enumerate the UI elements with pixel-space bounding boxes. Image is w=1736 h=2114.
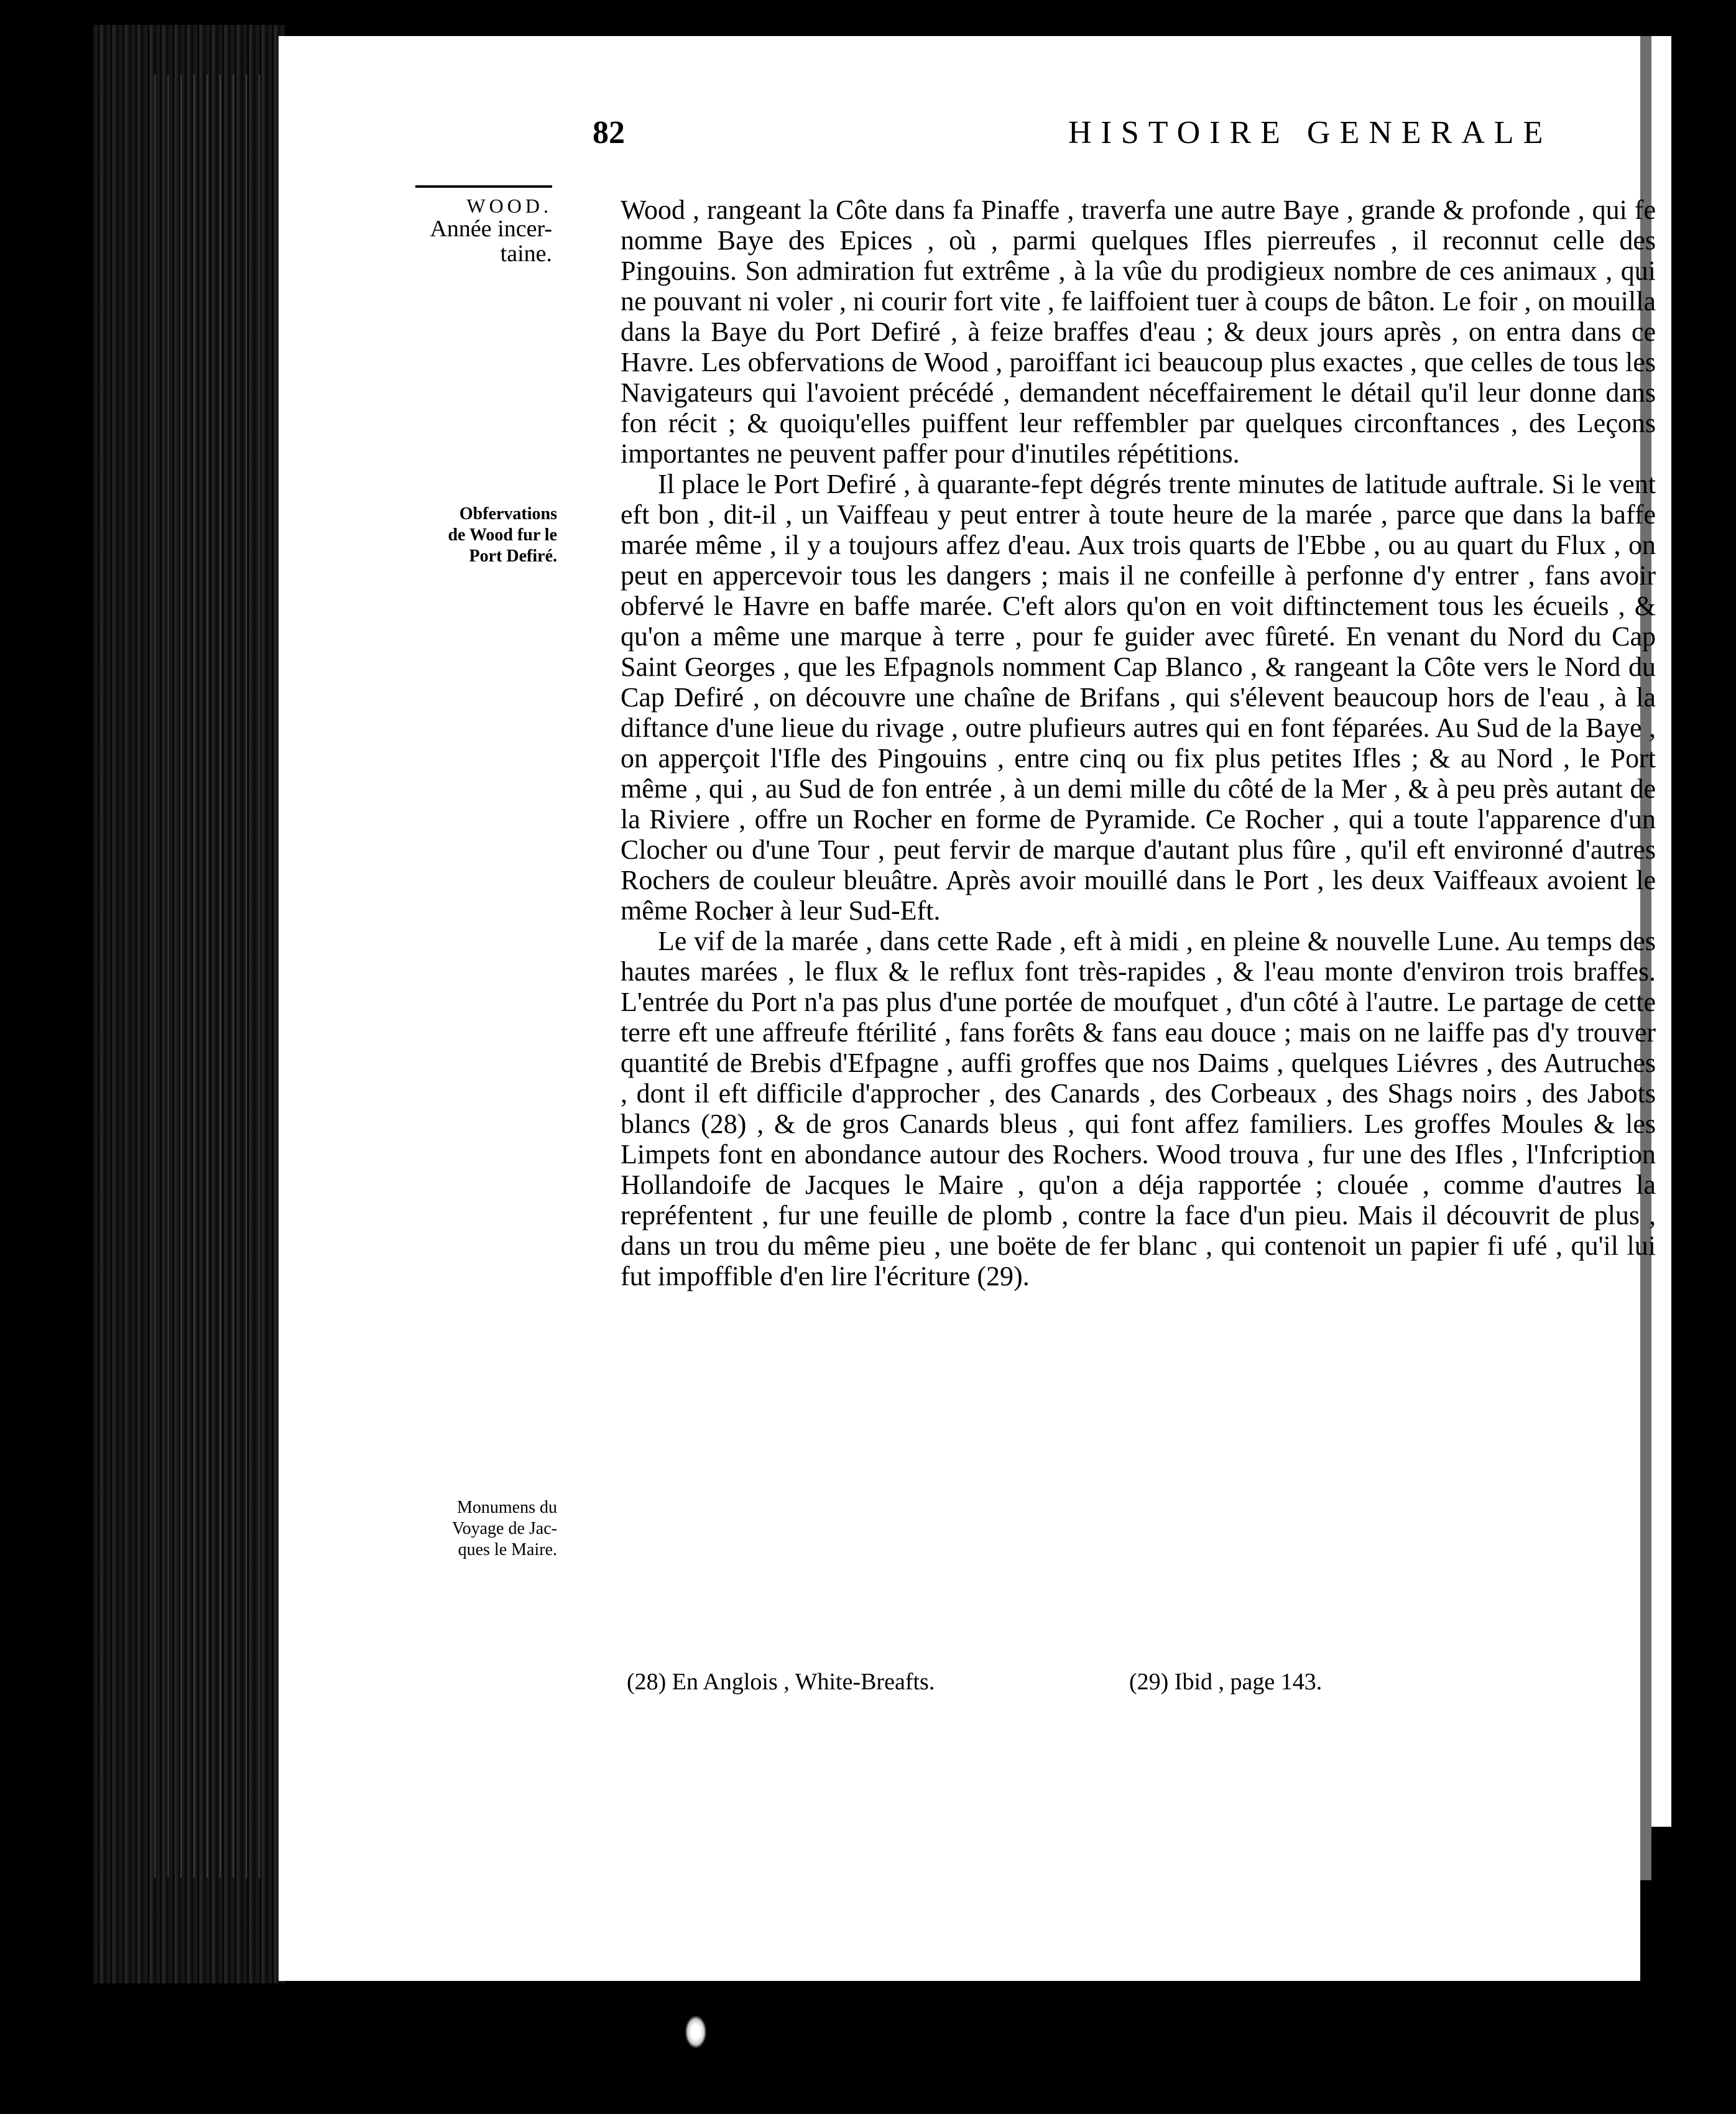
- margin-wood-year-2: taine.: [500, 241, 552, 267]
- margin-mon-line-1: Monumens du: [457, 1498, 557, 1517]
- page-number: 82: [593, 115, 625, 150]
- paragraph-2: Il place le Port Defiré , à quarante-fept dégrés trente minutes de latitude auftrale. Si le vent eft bon , dit-il , un Vaiffeau y peut entrer à toute heure de la marée , parce que dans la baffe marée même , il y a toujours affez d'eau. Aux trois quarts de l'Ebbe , ou au quart du Flux , on peut en appercevoir tous les dangers ; mais il ne confeille à perfonne d'y entrer , fans avoir obfervé le Havre en baffe marée. C'eft alors qu'on en voit diftinctement tous les écueils , & qu'on a même une marque à terre , pour fe guider avec fûreté. En venant du Nord du Cap Saint Georges , que les Efpagnols nomment Cap Blanco , & rangeant la Côte vers le Nord du Cap Defiré , on découvre une chaîne de Brifans , qui s'élevent beaucoup hors de l'eau , à la diftance d'une lieue du rivage , outre plufieurs autres qui en font féparées. Au Sud de la Baye , on apperçoit l'Ifle des Pingouins , entre cinq ou fix plus petites Ifles ; & au Nord , le Port même , qui , au Sud de fon entrée , à un demi mille du côté de la Mer , & à peu près autant de la Riviere , offre un Rocher en forme de Pyramide. Ce Rocher , qui a toute l'apparence d'un Clocher ou d'une Tour , peut fervir de marque d'autant plus fûre , qu'il eft environné d'autres Rochers de couleur bleuâtre. Après avoir mouillé dans le Port , les deux Vaiffeaux avoient le même Rocher à leur Sud-Eft.: [621, 469, 1656, 926]
- main-text-column: [621, 195, 1656, 1291]
- margin-wood-year-1: Année incer-: [430, 216, 552, 242]
- book-page: [279, 36, 1656, 1981]
- margin-obs-line-1: Obfervations: [459, 504, 557, 524]
- margin-note-monumens: [246, 1497, 557, 1561]
- margin-obs-line-3: Port Defiré.: [469, 547, 557, 566]
- footnotes: [279, 1668, 1640, 1706]
- margin-obs-line-2: de Wood fur le: [448, 525, 557, 545]
- paragraph-1: Wood , rangeant la Côte dans fa Pinaffe , traverfa une autre Baye , grande & profonde , qui fe nomme Baye des Epices , où , parmi quelques Ifles pierreufes , il reconnut celle des Pingouins. Son admiration fut extrême , à la vûe du prodigieux nombre de ces animaux , qui ne pouvant ni voler , ni courir fort vite , fe laiffoient tuer à coups de bâton. Le foir , on mouilla dans la Baye du Port Defiré , à feize braffes d'eau ; & deux jours après , on entra dans ce Havre. Les obfervations de Wood , paroiffant ici beaucoup plus exactes , que celles de tous les Navigateurs qui l'avoient précédé , demandent néceffairement le détail qu'il leur donne dans fon récit ; & quoiqu'elles puiffent leur reffembler par quelques circonftances , des Leçons importantes ne peuvent paffer pour d'inutiles répétitions.: [621, 195, 1656, 469]
- page-header: [279, 114, 1640, 177]
- running-title: HISTOIRE GENERALE: [1068, 115, 1553, 150]
- margin-note-observations: [246, 504, 557, 567]
- footnote-28: (28) En Anglois , White-Breafts.: [627, 1669, 935, 1695]
- margin-mon-line-2: Voyage de Jac-: [452, 1519, 557, 1538]
- margin-note-wood: [241, 174, 552, 266]
- footnote-29: (29) Ibid , page 143.: [1129, 1669, 1323, 1695]
- margin-wood-name: WOOD.: [466, 195, 552, 217]
- scan-blot: [685, 2016, 706, 2048]
- margin-rule: [415, 185, 552, 188]
- margin-mon-line-3: ques le Maire.: [458, 1540, 557, 1559]
- page-edge-lines: [143, 75, 267, 1878]
- paragraph-3: Le vif de la marée , dans cette Rade , eft à midi , en pleine & nouvelle Lune. Au temps des hautes marées , le flux & le reflux font très-rapides , & l'eau monte d'environ trois braffes. L'entrée du Port n'a pas plus d'une portée de moufquet , d'un côté à l'autre. Le partage de cette terre eft une affreufe ftérilité , fans forêts & fans eau douce ; mais on ne laiffe pas d'y trouver quantité de Brebis d'Efpagne , auffi groffes que nos Daims , quelques Liévres , des Autruches , dont il eft difficile d'approcher , des Canards , des Corbeaux , des Shags noirs , des Jabots blancs (28) , & de gros Canards bleus , qui font affez familiers. Les groffes Moules & les Limpets font en abondance autour des Rochers. Wood trouva , fur une des Ifles , l'Infcription Hollandoife de Jacques le Maire , qu'on a déja rapportée ; clouée , comme d'autres la repréfentent , fur une feuille de plomb , contre la face d'un pieu. Mais il découvrit de plus , dans un trou du même pieu , une boëte de fer blanc , qui contenoit un papier fi ufé , qu'il lui fut impoffible d'en lire l'écriture (29).: [621, 926, 1656, 1291]
